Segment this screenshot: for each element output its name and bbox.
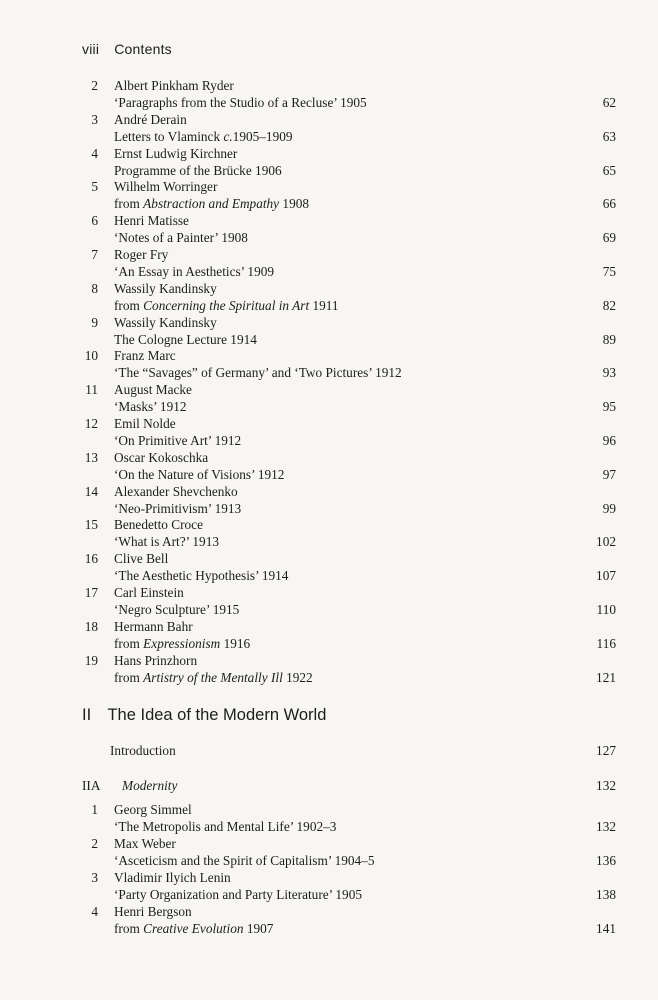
entry-work [114, 669, 313, 686]
entry-work-text: from [114, 297, 144, 313]
entry-author: Clive Bell [114, 551, 169, 567]
entry-author: Ernst Ludwig Kirchner [114, 145, 238, 161]
entry-work [114, 263, 274, 280]
entry-work [114, 635, 250, 652]
entry-work [114, 567, 288, 584]
entry-work-year: 1916 [220, 635, 251, 651]
entry-work [114, 533, 219, 550]
entry-number: 12 [84, 416, 98, 431]
entry-work [114, 331, 257, 348]
entry-work-text: ‘On Primitive Art’ 1912 [114, 433, 242, 448]
entry-number: 13 [84, 449, 98, 465]
section-heading [82, 706, 326, 725]
entry-work-text: ‘Party Organization and Party Literature’ 1905 [114, 887, 363, 902]
entry-author: August Macke [114, 382, 192, 398]
entry-page: 121 [596, 669, 616, 685]
entry-work [114, 886, 362, 903]
entry-work [114, 818, 336, 835]
introduction-label: Introduction [110, 743, 176, 758]
entry-work-italic: Artistry of the Mentally Ill [143, 669, 283, 685]
entry-page: 63 [602, 128, 616, 144]
entry-work-text: ‘What is Art?’ 1913 [114, 534, 219, 550]
entry-work-italic: Creative Evolution [143, 921, 244, 936]
entry-number: 14 [84, 483, 98, 499]
entry-author: Benedetto Croce [114, 517, 203, 533]
entry-work [114, 297, 339, 314]
entry-number: 2 [91, 78, 98, 93]
entry-author: Wassily Kandinsky [114, 314, 217, 330]
entry-number: 4 [91, 904, 98, 919]
entry-author: Wassily Kandinsky [114, 280, 217, 296]
entry-work-text: Programme of the Brücke 1906 [114, 162, 282, 178]
entry-number: 7 [91, 247, 98, 262]
entry-author: André Derain [114, 111, 187, 127]
entry-work-year: 1922 [282, 669, 313, 685]
entry-number: 15 [84, 517, 98, 533]
entry-work-text: from [114, 669, 144, 685]
entry-work-text: ‘The Metropolis and Mental Life’ 1902–3 [114, 819, 337, 834]
entry-work-text: from [114, 635, 144, 651]
entry-author: Emil Nolde [114, 416, 176, 431]
running-title: Contents [114, 41, 172, 57]
entry-work-text: ‘Asceticism and the Spirit of Capitalism’ 1904–5 [114, 853, 375, 868]
page-number: viii [82, 41, 100, 57]
entry-number: 18 [84, 618, 98, 634]
entry-number: 8 [91, 280, 98, 296]
entry-page: 69 [602, 230, 616, 246]
subsection-code: IIA [82, 778, 101, 793]
entry-work [114, 920, 273, 937]
entry-page: 141 [596, 921, 616, 936]
entry-page: 75 [602, 264, 616, 279]
entry-page: 110 [596, 602, 616, 617]
entry-work [114, 195, 309, 212]
entry-author: Hermann Bahr [114, 618, 193, 634]
entry-work-year: 1908 [279, 196, 310, 212]
entry-page: 107 [596, 568, 616, 584]
entry-work-italic: c. [223, 128, 233, 144]
entry-page: 66 [602, 196, 616, 212]
entry-work-text: from [114, 921, 144, 936]
entry-work-italic: Expressionism [143, 635, 221, 651]
running-header [82, 41, 172, 57]
entry-work [114, 466, 284, 483]
entry-work-text: from [114, 196, 144, 212]
entry-number: 16 [84, 551, 98, 567]
entry-number: 6 [91, 213, 98, 229]
entry-work [114, 432, 241, 449]
entry-work-text: ‘The Aesthetic Hypothesis’ 1914 [114, 568, 289, 584]
entry-work-text: ‘An Essay in Aesthetics’ 1909 [114, 264, 275, 279]
entry-author: Wilhelm Worringer [114, 179, 218, 195]
entry-page: 132 [596, 819, 616, 834]
entry-work-text: ‘Notes of a Painter’ 1908 [114, 230, 248, 246]
entry-author: Henri Matisse [114, 213, 189, 229]
subsection-title: Modernity [122, 778, 178, 793]
entry-work [114, 162, 282, 179]
entry-work-text: ‘Neo-Primitivism’ 1913 [114, 500, 242, 516]
entry-page: 136 [596, 853, 616, 868]
section-numeral: II [82, 706, 92, 724]
entry-number: 10 [84, 348, 98, 364]
entry-work [114, 364, 402, 381]
entry-author: Henri Bergson [114, 904, 192, 919]
entry-number: 9 [91, 314, 98, 330]
entry-page: 102 [596, 534, 616, 550]
subsection-page: 132 [596, 778, 616, 793]
entry-work [114, 229, 248, 246]
entry-number: 5 [91, 179, 98, 195]
entry-number: 3 [91, 870, 98, 885]
entry-work [114, 128, 293, 145]
entry-author: Georg Simmel [114, 802, 192, 817]
entry-work [114, 398, 187, 415]
entry-author: Albert Pinkham Ryder [114, 78, 234, 93]
entry-page: 97 [602, 466, 616, 482]
entry-author: Carl Einstein [114, 585, 184, 600]
entry-page: 99 [602, 500, 616, 516]
entry-number: 2 [91, 836, 98, 851]
entry-page: 116 [596, 635, 616, 651]
entry-page: 96 [602, 433, 616, 448]
entry-work [114, 852, 374, 869]
entry-work-text: ‘Paragraphs from the Studio of a Recluse’ 1905 [114, 95, 367, 110]
entry-author: Vladimir Ilyich Lenin [114, 870, 231, 885]
entry-work [114, 94, 367, 111]
entry-page: 82 [602, 297, 616, 313]
entry-work [114, 500, 241, 517]
entry-page: 89 [602, 331, 616, 347]
entry-page: 95 [602, 399, 616, 415]
entry-author: Max Weber [114, 836, 176, 851]
entry-author: Alexander Shevchenko [114, 483, 238, 499]
entry-work-text: Letters to Vlaminck [114, 128, 224, 144]
entry-work-text: ‘Masks’ 1912 [114, 399, 187, 415]
entry-author: Oscar Kokoschka [114, 449, 209, 465]
entry-work-year: 1911 [309, 297, 339, 313]
entry-page: 62 [602, 95, 616, 110]
entry-work-italic: Abstraction and Empathy [143, 196, 280, 212]
entry-author: Hans Prinzhorn [114, 652, 198, 668]
entry-number: 17 [84, 585, 98, 600]
entry-work-year: 1905–1909 [232, 128, 293, 144]
entry-page: 93 [602, 365, 616, 381]
introduction-page: 127 [596, 743, 616, 758]
entry-number: 1 [91, 802, 98, 817]
entry-number: 19 [84, 652, 98, 668]
entry-number: 4 [91, 145, 98, 161]
entry-page: 138 [596, 887, 616, 902]
entry-number: 11 [85, 382, 98, 398]
entry-work-text: The Cologne Lecture 1914 [114, 331, 257, 347]
entry-work [114, 601, 239, 618]
entry-work-italic: Concerning the Spiritual in Art [143, 297, 310, 313]
section-title: The Idea of the Modern World [107, 706, 327, 724]
entry-work-year: 1907 [243, 921, 274, 936]
entry-work-text: ‘On the Nature of Visions’ 1912 [114, 466, 285, 482]
entry-number: 3 [91, 111, 98, 127]
entry-work-text: ‘Negro Sculpture’ 1915 [114, 602, 240, 617]
entry-work-text: ‘The “Savages” of Germany’ and ‘Two Pictures’ 1912 [114, 365, 402, 381]
entry-page: 65 [602, 162, 616, 178]
entry-author: Franz Marc [114, 348, 176, 364]
entry-author: Roger Fry [114, 247, 169, 262]
